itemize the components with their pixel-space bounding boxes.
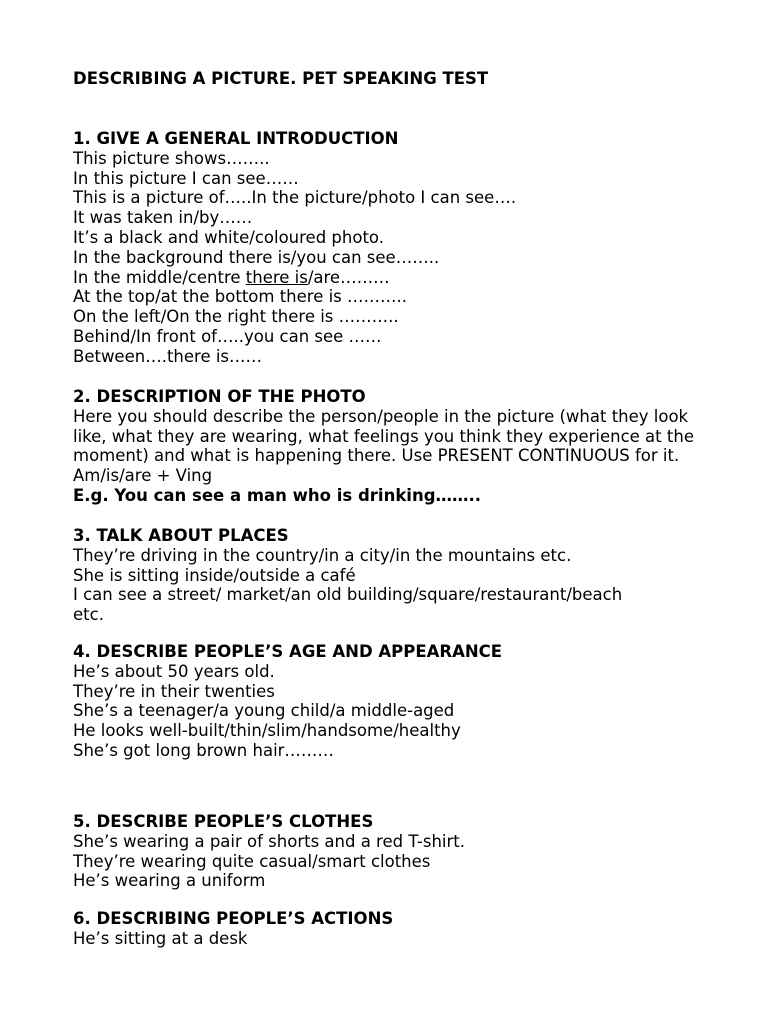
- text-line: It was taken in/by……: [73, 208, 253, 228]
- text-line: Between….there is……: [73, 346, 263, 366]
- section-heading: 4. DESCRIBE PEOPLE’S AGE AND APPEARANCE: [73, 642, 503, 661]
- section-age-appearance: [73, 642, 713, 761]
- underlined-text: there is: [245, 267, 308, 287]
- section-heading: 6. DESCRIBING PEOPLE’S ACTIONS: [73, 909, 394, 928]
- example-line: E.g. You can see a man who is drinking……..: [73, 485, 482, 505]
- text-line: They’re driving in the country/in a city/in the mountains etc.: [73, 545, 572, 565]
- section-introduction: [73, 129, 713, 367]
- section-heading: 2. DESCRIPTION OF THE PHOTO: [73, 387, 366, 406]
- section-description: [73, 387, 713, 506]
- text-line: etc.: [73, 605, 104, 625]
- text-line: In the background there is/you can see……..: [73, 247, 440, 267]
- text-line: She’s wearing a pair of shorts and a red T-shirt.: [73, 831, 466, 851]
- text-line: I can see a street/ market/an old building/square/restaurant/beach: [73, 585, 623, 605]
- text-line: It’s a black and white/coloured photo.: [73, 227, 384, 247]
- section-actions: [73, 909, 713, 949]
- text-line: On the left/On the right there is ………..: [73, 307, 399, 327]
- text-line: She’s got long brown hair………: [73, 740, 334, 760]
- text-line: At the top/at the bottom there is ………..: [73, 287, 408, 307]
- text-fragment: /are………: [307, 267, 390, 287]
- text-line: He’s sitting at a desk: [73, 928, 248, 948]
- text-line: They’re wearing quite casual/smart clothes: [73, 851, 431, 871]
- document-title: DESCRIBING A PICTURE. PET SPEAKING TEST: [73, 69, 489, 88]
- section-places: [73, 526, 713, 625]
- text-line: This picture shows……..: [73, 148, 270, 168]
- text-line: Behind/In front of…..you can see ……: [73, 326, 382, 346]
- section-heading: 1. GIVE A GENERAL INTRODUCTION: [73, 129, 399, 148]
- section-heading: 3. TALK ABOUT PLACES: [73, 526, 289, 545]
- description-paragraph: Here you should describe the person/people in the picture (what they look like, what they are wearing, what feelings you think they experience at the moment) and what is happening there. Use PRESENT CONTINUOUS for it. Am/is/are + Ving: [73, 406, 694, 486]
- text-fragment: In the middle/centre: [73, 267, 246, 287]
- text-line: In this picture I can see……: [73, 168, 299, 188]
- text-line: They’re in their twenties: [73, 681, 275, 701]
- text-line: She’s a teenager/a young child/a middle-aged: [73, 701, 455, 721]
- text-line: He’s about 50 years old.: [73, 661, 275, 681]
- text-line: He’s wearing a uniform: [73, 871, 266, 891]
- text-line: She is sitting inside/outside a café: [73, 565, 356, 585]
- text-line: This is a picture of…..In the picture/photo I can see….: [73, 188, 517, 208]
- text-line: [73, 268, 713, 288]
- section-heading: 5. DESCRIBE PEOPLE’S CLOTHES: [73, 812, 374, 831]
- section-clothes: [73, 812, 713, 891]
- text-line: He looks well-built/thin/slim/handsome/healthy: [73, 721, 461, 741]
